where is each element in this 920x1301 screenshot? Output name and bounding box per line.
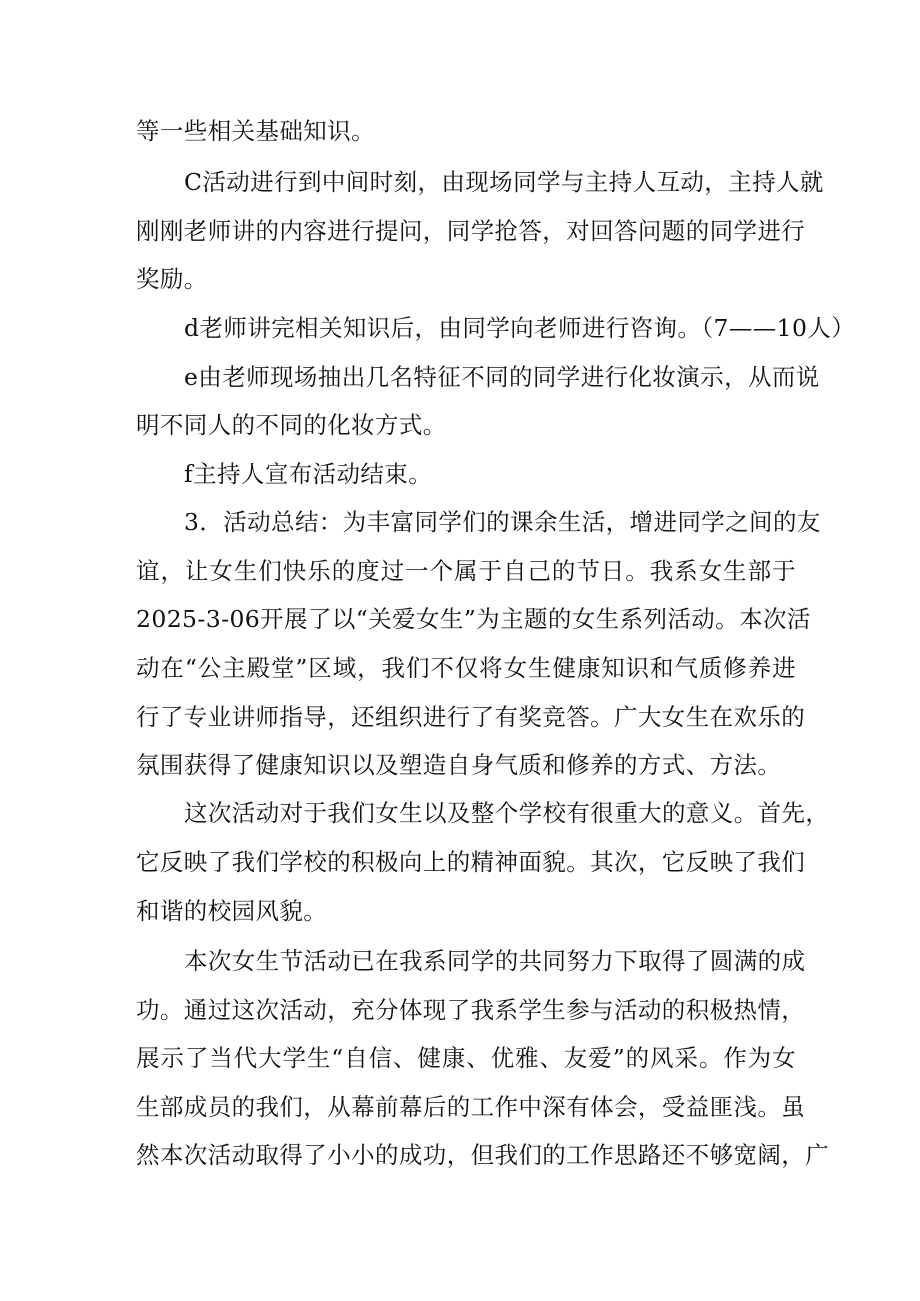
text-line: d老师讲完相关知识后，由同学向老师进行咨询。（7——10人） xyxy=(184,314,856,342)
text-line: 等一些相关基础知识。 xyxy=(136,117,375,145)
text-line: 氛围获得了健康知识以及塑造自身气质和修养的方式、方法。 xyxy=(136,751,782,779)
text-line: 明不同人的不同的化妆方式。 xyxy=(136,411,447,439)
text-line: 刚刚老师讲的内容进行提问，同学抢答，对回答问题的同学进行 xyxy=(136,217,806,245)
text-line: 奖励。 xyxy=(136,265,208,293)
text-line: 2025-3-06开展了以“关爱女生”为主题的女生系列活动。本次活 xyxy=(136,605,811,633)
text-line: 行了专业讲师指导，还组织进行了有奖竞答。广大女生在欢乐的 xyxy=(136,703,806,731)
text-line: f主持人宣布活动结束。 xyxy=(184,460,433,488)
text-line: 生部成员的我们，从幕前幕后的工作中深有体会，受益匪浅。虽 xyxy=(136,1093,806,1121)
text-line: 这次活动对于我们女生以及整个学校有很重大的意义。首先， xyxy=(184,799,830,827)
text-line: 动在“公主殿堂”区域，我们不仅将女生健康知识和气质修养进 xyxy=(136,654,796,682)
text-line: e由老师现场抽出几名特征不同的同学进行化妆演示，从而说 xyxy=(184,363,820,391)
text-line: 本次女生节活动已在我系同学的共同努力下取得了圆满的成 xyxy=(184,947,806,975)
text-line: 和谐的校园风貌。 xyxy=(136,897,328,925)
text-line: 展示了当代大学生“自信、健康、优雅、友爱”的风采。作为女 xyxy=(136,1044,796,1072)
text-line: 谊，让女生们快乐的度过一个属于自己的节日。我系女生部于 xyxy=(136,557,796,585)
text-line: 3．活动总结：为丰富同学们的课余生活，增进同学之间的友 xyxy=(184,508,821,536)
text-line: 它反映了我们学校的积极向上的精神面貌。其次，它反映了我们 xyxy=(136,848,806,876)
text-line: C活动进行到中间时刻，由现场同学与主持人互动，主持人就 xyxy=(184,168,824,196)
text-line: 然本次活动取得了小小的成功，但我们的工作思路还不够宽阔，广 xyxy=(136,1141,830,1169)
text-line: 功。通过这次活动，充分体现了我系学生参与活动的积极热情， xyxy=(136,996,806,1024)
